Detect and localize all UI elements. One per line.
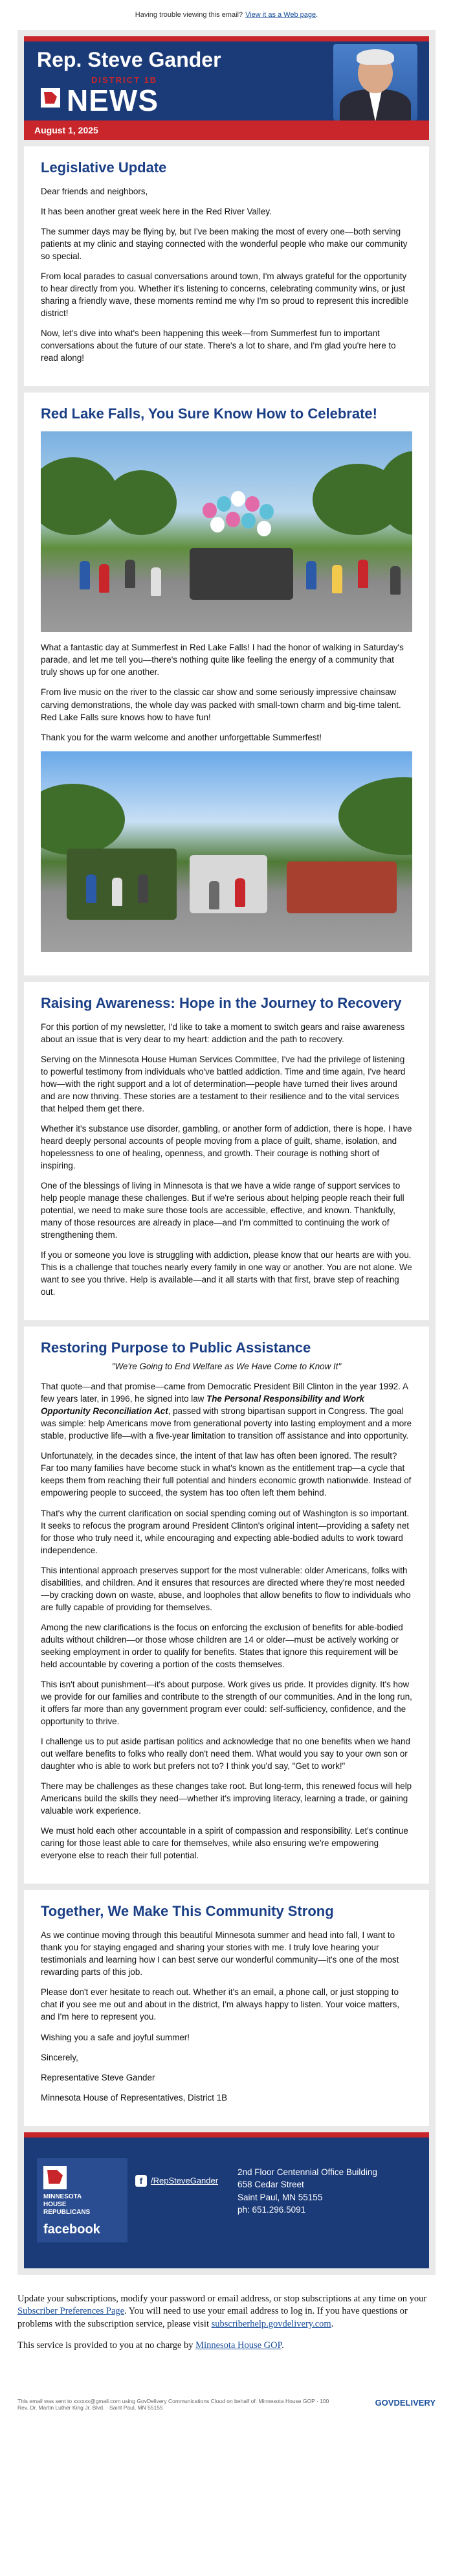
paragraph: This intentional approach preserves support for the most vulnerable: older Americans, folks with disabilities, and children. And it ensures that resources are directed where they're most needed—by cracking down on waste, abuse, and loopholes that allow benefits to flow to individuals who are fully capable of providing for themselves. <box>41 1565 411 1612</box>
facebook-page-link[interactable]: /RepSteveGander <box>151 2175 219 2185</box>
subscriber-preferences-link[interactable]: Subscriber Preferences Page <box>17 2306 125 2317</box>
header-red-band <box>24 36 429 41</box>
subscription-info: Update your subscriptions, modify your password or email address, or stop subscriptions at any time on your Subscriber Preferences Page. You will need to use your email address to log in. If you have questions or problems with the subscription service, please visit subscriberhelp.govdelivery.com. This service is provided to you at no charge by Minnesota House GOP. <box>17 2293 427 2351</box>
paragraph: This isn't about punishment—it's about purpose. Work gives us pride. It provides dignity. It's how we provide for our families and contribute to the strength of our communities. And in the long run, it offers far more than any government program ever could: self-sufficiency, confidence, and the opportunity to thrive. <box>41 1679 412 1726</box>
govdelivery-logo[interactable]: GOVDELIVERY <box>375 2397 436 2408</box>
subscriber-help-link[interactable]: subscriberhelp.govdelivery.com <box>211 2318 331 2329</box>
paragraph: Wishing you a safe and joyful summer! <box>41 2032 190 2042</box>
house-gop-link[interactable]: Minnesota House GOP <box>195 2340 282 2351</box>
paragraph: We must hold each other accountable in a spirit of compassion and responsibility. Let's continue caring for those least able to care for themselves, while also ensuring we're empowering everyone else to reach their full potential. <box>41 1826 408 1861</box>
paragraph: Minnesota House of Representatives, District 1B <box>41 2092 228 2103</box>
view-online-bar: Having trouble viewing this email? View it as a Web page . <box>135 11 318 19</box>
view-online-text: Having trouble viewing this email? <box>135 11 243 19</box>
house-republicans-logo: MINNESOTA HOUSE REPUBLICANS facebook <box>37 2158 127 2242</box>
paragraph: Serving on the Minnesota House Human Services Committee, I've had the privilege of listening to powerful testimony from individuals who've battled addiction. Time and time again, I've heard how—with the right support and a lot of determination—people have turned their lives around and are now thriving. These stories are a testament to their resilience and to the vital services that helped them get there. <box>41 1054 406 1113</box>
paragraph: Sincerely, <box>41 2052 78 2062</box>
newsletter-footer <box>24 2132 429 2268</box>
section-title: Raising Awareness: Hope in the Journey to Recovery <box>41 994 402 1011</box>
footer-red-band <box>24 2132 429 2137</box>
section-title: Red Lake Falls, You Sure Know How to Celebrate! <box>41 405 377 422</box>
view-web-page-link[interactable]: View it as a Web page <box>245 11 316 19</box>
minnesota-state-icon <box>43 2166 67 2189</box>
office-address: 2nd Floor Centennial Office Building 658 Cedar Street Saint Paul, MN 55155 ph: 651.296.5091 <box>238 2166 377 2217</box>
paragraph: I challenge us to put aside partisan politics and acknowledge that no one benefits when we hand out welfare benefits to folks who really don't need them. What would you say to your own son or daughter who is able to work but prefers not to? I think you'd say, "Get to work!" <box>41 1737 410 1772</box>
law-name: The Personal Responsibility and Work Opportunity Reconciliation Act <box>41 1394 364 1417</box>
paragraph: From local parades to casual conversations around town, I'm always grateful for the opportunity to hear directly from you. Whether it's listening to concerns, celebrating community wins, or just sharing a friendly wave, these moments remind me why I'm so proud to represent this incredible district! <box>41 271 409 319</box>
together-section <box>24 1890 429 2125</box>
newsletter-date: August 1, 2025 <box>24 120 429 140</box>
recovery-section <box>24 982 429 1321</box>
paragraph: Dear friends and neighbors, <box>41 187 148 196</box>
paragraph: It has been another great week here in the Red River Valley. <box>41 207 272 217</box>
newsletter-header <box>24 36 429 140</box>
fine-print: This email was sent to xxxxxx@gmail.com using GovDelivery Communications Cloud on behalf of: Minnesota House GOP · 100 Rev. Dr. Martin Luther King Jr. Blvd. · Saint Paul, MN 55155 GOVDELIVERY <box>17 2397 436 2411</box>
district-label: DISTRICT 1B <box>91 75 158 85</box>
section-title: Legislative Update <box>41 159 167 176</box>
paragraph: For this portion of my newsletter, I'd like to take a moment to switch gears and raise awareness about an issue that is very dear to my heart: addiction and the path to recovery. <box>41 1021 405 1044</box>
welfare-section <box>24 1327 429 1884</box>
paragraph: That quote—and that promise—came from Democratic President Bill Clinton in the year 1992. A few years later, in 1996, he signed into law The Personal Responsibility and Work Opportunity Reconciliation Act, passed with strong bipartisan support in Congress. The goal was simple: help Americans move from generational poverty into lasting employment and a more stable, productive life—with a five-year limitation to transition off assistance and into opportunity. <box>41 1382 412 1441</box>
facebook-icon[interactable]: f <box>135 2175 147 2187</box>
paragraph: Among the new clarifications is the focus on enforcing the exclusion of benefits for able-bodied adults without children—or those whose children are 14 or older—must be actively working or seeking employment in order to qualify for benefits. States that ignore this requirement will be held accountable by covering a portion of the costs themselves. <box>41 1622 403 1669</box>
legislative-update-section <box>24 146 429 386</box>
paragraph: What a fantastic day at Summerfest in Red Lake Falls! I had the honor of walking in Saturday's parade, and let me tell you—there's nothing quite like feeling the energy of a community that truly shows up for one another. <box>41 643 404 678</box>
paragraph: Unfortunately, in the decades since, the intent of that law has often been ignored. The result? Far too many families have become stuck in what's known as the entitlement trap—a cycle that keeps them from reaching their full potential and hinders economic growth nationwide. Instead of empowering people to succeed, the system has too often left them behind. <box>41 1451 412 1498</box>
section-title: Restoring Purpose to Public Assistance <box>41 1339 311 1356</box>
section-title: Together, We Make This Community Strong <box>41 1903 334 1920</box>
paragraph: Thank you for the warm welcome and another unforgettable Summerfest! <box>41 732 322 742</box>
golf-cart-photo <box>41 751 412 952</box>
paragraph: Please don't ever hesitate to reach out. Whether it's an email, a phone call, or just stopping to chat if you see me out and about in the district, I'm always happy to listen. Your voice matters, and I'm here to represent you. <box>41 1987 400 2022</box>
paragraph: From live music on the river to the classic car show and some seriously impressive chainsaw carving demonstrations, the whole day was packed with small-town charm and big-time talent. Red Lake Falls sure knows how to have fun! <box>41 687 401 722</box>
paragraph: Representative Steve Gander <box>41 2072 155 2082</box>
facebook-wordmark: facebook <box>43 2222 100 2237</box>
newsletter-container <box>17 30 436 2275</box>
minnesota-state-icon <box>41 88 60 108</box>
rep-portrait <box>333 44 417 120</box>
phone-number: ph: 651.296.5091 <box>238 2205 306 2215</box>
paragraph: Now, let's dive into what's been happening this week—from Summerfest fun to important conversations about the future of our state. There's a lot to share, and I'm glad you're here to read along! <box>41 328 396 363</box>
paragraph: One of the blessings of living in Minnesota is that we have a wide range of support services to help people manage these challenges. But if we're serious about helping people reach their full potential, we need to make sure those tools are accessible, effective, and known. Thankfully, many of those resources are already in place—and I'm committed to continuing the work of strengthening them. <box>41 1180 404 1240</box>
section-subtitle: "We're Going to End Welfare as We Have Come to Know It" <box>111 1362 342 1372</box>
paragraph: That's why the current clarification on social spending coming out of Washington is so important. It seeks to refocus the program around President Clinton's original intent—providing a safety net for those who truly need it, while encouraging and expecting able-bodied adults to work toward independence. <box>41 1508 410 1555</box>
paragraph: As we continue moving through this beautiful Minnesota summer and head into fall, I want to thank you for staying engaged and sharing your stories with me. I truly love hearing your testimonials and learning how I can best serve our wonderful community—it's one of the most rewarding parts of this job. <box>41 1930 399 1978</box>
rep-name: Rep. Steve Gander <box>37 48 221 71</box>
paragraph: There may be challenges as these changes take root. But long-term, this renewed focus will help Americans build the skills they need—whether it's improving literacy, learning a trade, or gaining valuable work experience. <box>41 1781 412 1816</box>
paragraph: The summer days may be flying by, but I've been making the most of every one—both serving patients at my clinic and staying connected with the wonderful people who make our community so special. <box>41 227 408 262</box>
summerfest-section <box>24 393 429 975</box>
paragraph: If you or someone you love is struggling with addiction, please know that our hearts are with you. This is a challenge that touches nearly every family in one way or another. You are not alone. We want to see you thrive. Help is available—and it all starts with that first, brave step of reaching out. <box>41 1250 412 1297</box>
paragraph: Whether it's substance use disorder, gambling, or another form of addiction, there is hope. I have heard deeply personal accounts of people moving from a place of guilt, shame, isolation, and hopelessness to one of healing, openness, and growth. Their courage is nothing short of inspiring. <box>41 1123 412 1170</box>
news-title: NEWS <box>67 84 159 117</box>
parade-photo <box>41 431 412 632</box>
